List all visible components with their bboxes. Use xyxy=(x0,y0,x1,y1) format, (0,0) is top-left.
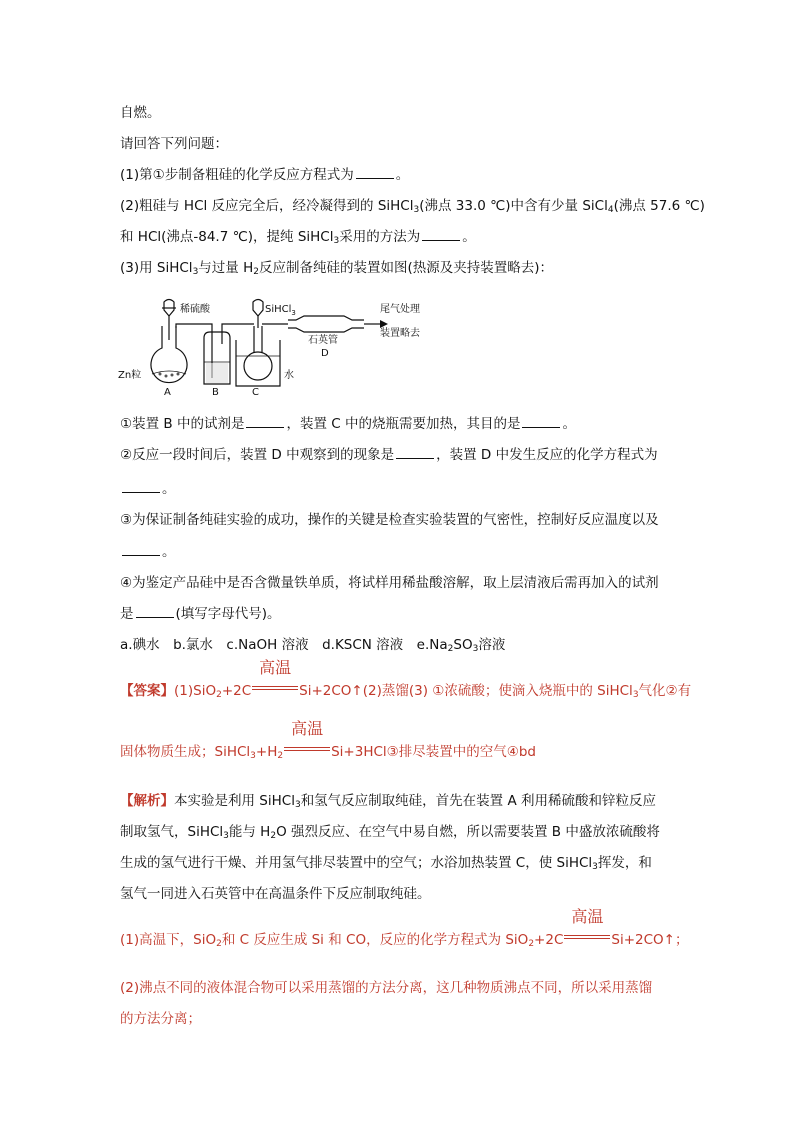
answer-blank xyxy=(356,166,394,179)
quartz-tube-label: 石英管 xyxy=(308,335,338,346)
sihcl3-label: SiHCl$_3$ xyxy=(265,304,296,317)
zinc-label: Zn粒 xyxy=(118,370,142,381)
answer-blank xyxy=(522,415,560,428)
text-line: 是 (填写字母代号)。 xyxy=(120,606,281,622)
answer-blank xyxy=(136,605,174,618)
analysis-line: 【解析】本实验是利用 SiHCl$_3$和氢气反应制取纯硅，首先在装置 A 利用稀硫酸和锌粒反应 xyxy=(120,793,657,810)
sub-question-2: ②反应一段时间后，装置 D 中观察到的现象是 ，装置 D 中发生反应的化学方程式为 xyxy=(120,447,658,463)
apparatus-diagram xyxy=(118,298,438,396)
high-temperature-arrow: 高温 xyxy=(564,930,610,944)
answer-line-2: 固体物质生成；$SiHCl_3+H_2$ 高温 Si+3HCl③排尽装置中的空气④bd xyxy=(120,719,536,761)
question-2: (2)粗硅与 HCl 反应完全后，经冷凝得到的 SiHCl$_3$(沸点 33.0 ℃)中含有少量 SiCl$_4$(沸点 57.6 ℃) xyxy=(120,198,705,215)
apparatus-b-label: B xyxy=(212,387,219,396)
answer-blank xyxy=(246,415,284,428)
question-1: (1)第①步制备粗硅的化学反应方程式为 。 xyxy=(120,167,410,183)
text-line: 请回答下列问题： xyxy=(120,136,228,152)
analysis-tag: 【解析】 xyxy=(120,793,174,809)
answer-blank xyxy=(396,446,434,459)
apparatus-a-label: A xyxy=(164,387,171,396)
analysis-line: 的方法分离； xyxy=(120,1011,201,1027)
apparatus-c-label: C xyxy=(252,387,259,396)
sub-question-1: ①装置 B 中的试剂是 ，装置 C 中的烧瓶需要加热，其目的是 。 xyxy=(120,416,576,432)
analysis-line: (1)高温下，SiO$_2$和 C 反应生成 Si 和 CO，反应的化学方程式为 SiO$_2$+2C 高温 Si+2CO↑； xyxy=(120,907,689,949)
answer-blank xyxy=(122,543,160,556)
dilute-acid-label: 稀硫酸 xyxy=(180,304,210,315)
tail-gas-note: 装置略去 xyxy=(380,328,420,339)
question-3: (3)用 SiHCl$_3$与过量 $H_2$反应制备纯硅的装置如图(热源及夹持装置略去)： xyxy=(120,260,554,277)
answer-tag: 【答案】 xyxy=(120,683,174,699)
options-line: a.碘水 b.氯水 c.NaOH 溶液 d.KSCN 溶液 $e.Na_2SO_3$溶液 xyxy=(120,637,506,654)
answer-blank xyxy=(422,228,460,241)
sub-question-4: ④为鉴定产品硅中是否含微量铁单质，将试样用稀盐酸溶解，取上层清液后需再加入的试剂 xyxy=(120,575,659,591)
text-line: 自燃。 xyxy=(120,105,161,121)
analysis-line: 生成的氢气进行干燥、并用氢气排尽装置中的空气；水浴加热装置 C，使 SiHCl$_3$挥发，和 xyxy=(120,855,652,872)
analysis-line: (2)沸点不同的液体混合物可以采用蒸馏的方法分离，这几种物质沸点不同，所以采用蒸馏 xyxy=(120,980,653,996)
high-temperature-arrow: 高温 xyxy=(284,742,330,756)
analysis-line: 制取氢气，SiHCl$_3$能与 $H_2O$ 强烈反应、在空气中易自燃，所以需要装置 B 中盛放浓硫酸将 xyxy=(120,824,660,841)
tail-gas-label: 尾气处理 xyxy=(380,304,420,315)
answer-blank xyxy=(122,480,160,493)
text-line: 。 xyxy=(120,479,176,499)
text-line: 。 xyxy=(120,542,176,562)
answer-line-1: 【答案】(1)SiO$_2$+2C 高温 Si+2CO↑(2)蒸馏(3) ①浓硫酸；使滴入烧瓶中的 SiHCl$_3$气化②有 xyxy=(120,658,692,700)
apparatus-d-label: D xyxy=(321,348,329,359)
high-temperature-arrow: 高温 xyxy=(252,681,298,695)
sub-question-3: ③为保证制备纯硅实验的成功，操作的关键是检查实验装置的气密性，控制好反应温度以及 xyxy=(120,512,659,528)
text-line: 和 HCl(沸点-84.7 ℃)，提纯 SiHCl$_3$采用的方法为 。 xyxy=(120,229,476,246)
analysis-line: 氢气一同进入石英管中在高温条件下反应制取纯硅。 xyxy=(120,886,431,902)
water-label: 水 xyxy=(284,370,294,381)
